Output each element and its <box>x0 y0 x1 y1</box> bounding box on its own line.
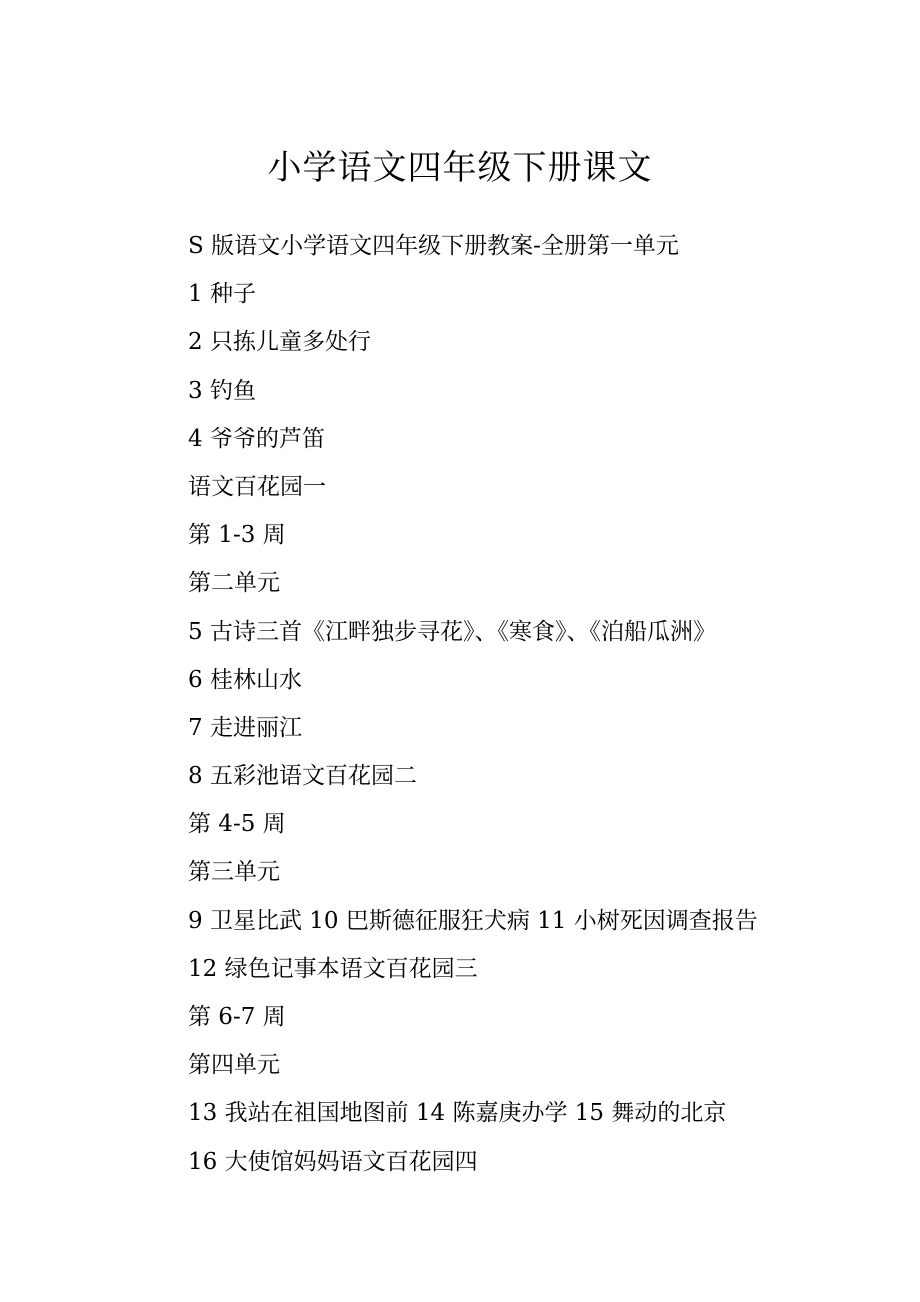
content-line: 第 6-7 周 <box>188 1004 286 1030</box>
content-line: 7 走进丽江 <box>188 714 302 741</box>
content-line: 1 种子 <box>188 281 256 308</box>
content-line: 2 只拣儿童多处行 <box>188 329 371 356</box>
content-list <box>188 222 828 1186</box>
document-title: 小学语文四年级下册课文 <box>267 148 653 188</box>
content-line: 第 4-5 周 <box>188 811 286 838</box>
content-line: 12 绿色记事本语文百花园三 <box>188 955 478 982</box>
content-line: 第三单元 <box>188 859 280 886</box>
content-line: 第二单元 <box>188 570 280 597</box>
content-line: S 版语文小学语文四年级下册教案-全册第一单元 <box>188 233 679 259</box>
content-line: 13 我站在祖国地图前 14 陈嘉庚办学 15 舞动的北京 <box>188 1100 727 1127</box>
content-line: 5 古诗三首《江畔独步寻花》、《寒食》、《泊船瓜洲》 <box>188 618 716 645</box>
content-line: 6 桂林山水 <box>188 666 302 693</box>
content-line: 语文百花园一 <box>188 473 326 500</box>
content-line: 9 卫星比武 10 巴斯德征服狂犬病 11 小树死因调查报告 <box>188 907 758 934</box>
content-line: 16 大使馆妈妈语文百花园四 <box>188 1148 478 1175</box>
content-line: 第四单元 <box>188 1052 280 1079</box>
content-line: 第 1-3 周 <box>188 522 286 549</box>
content-line: 4 爷爷的芦笛 <box>188 425 325 452</box>
content-line: 8 五彩池语文百花园二 <box>188 763 417 790</box>
content-line: 3 钓鱼 <box>188 377 256 404</box>
